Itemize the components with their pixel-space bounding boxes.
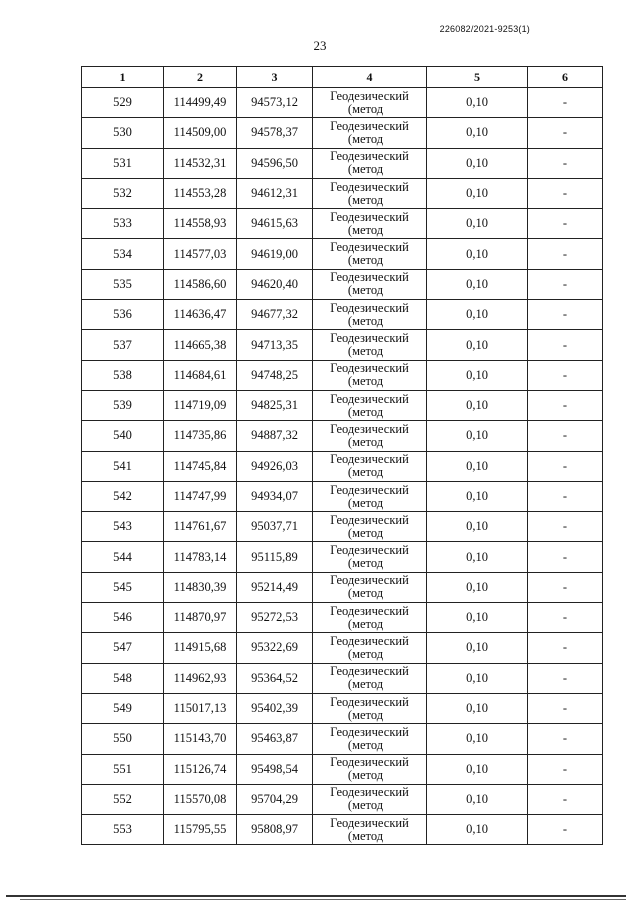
note-cell: - (528, 815, 603, 845)
point-number-cell: 540 (82, 421, 164, 451)
table-row (82, 663, 603, 693)
method-cell (313, 451, 427, 481)
method-cell (313, 633, 427, 663)
y-coordinate-cell: 95808,97 (237, 815, 313, 845)
method-line-2: (метод (347, 404, 384, 419)
y-coordinate-cell: 94619,00 (237, 239, 313, 269)
method-line-2: (метод (347, 101, 384, 116)
method-line-2: (метод (347, 253, 384, 268)
method-line-2: (метод (347, 344, 384, 359)
method-line-1: Геодезический (330, 300, 409, 315)
note-cell: - (528, 603, 603, 633)
point-number-cell: 532 (82, 178, 164, 208)
accuracy-cell: 0,10 (427, 784, 528, 814)
table-row (82, 330, 603, 360)
coordinates-table (81, 66, 603, 845)
table-row (82, 421, 603, 451)
method-line-2: (метод (347, 768, 384, 783)
point-number-cell: 550 (82, 724, 164, 754)
accuracy-cell: 0,10 (427, 481, 528, 511)
note-cell: - (528, 330, 603, 360)
table-row (82, 512, 603, 542)
y-coordinate-cell: 94615,63 (237, 209, 313, 239)
table-row (82, 815, 603, 845)
point-number-cell: 537 (82, 330, 164, 360)
x-coordinate-cell: 114553,28 (164, 178, 237, 208)
accuracy-cell: 0,10 (427, 209, 528, 239)
point-number-cell: 536 (82, 300, 164, 330)
y-coordinate-cell: 95498,54 (237, 754, 313, 784)
accuracy-cell: 0,10 (427, 754, 528, 784)
x-coordinate-cell: 115017,13 (164, 693, 237, 723)
method-cell (313, 784, 427, 814)
note-cell: - (528, 784, 603, 814)
note-cell: - (528, 148, 603, 178)
table-row (82, 754, 603, 784)
method-line-2: (метод (347, 828, 384, 843)
table-row (82, 603, 603, 633)
note-cell: - (528, 269, 603, 299)
method-line-2: (метод (347, 525, 384, 540)
method-line-2: (метод (347, 162, 384, 177)
accuracy-cell: 0,10 (427, 88, 528, 118)
method-cell (313, 178, 427, 208)
y-coordinate-cell: 94887,32 (237, 421, 313, 451)
accuracy-cell: 0,10 (427, 572, 528, 602)
method-cell (313, 724, 427, 754)
accuracy-cell: 0,10 (427, 512, 528, 542)
note-cell: - (528, 300, 603, 330)
method-line-2: (метод (347, 737, 384, 752)
method-line-1: Геодезический (330, 815, 409, 830)
method-cell (313, 300, 427, 330)
method-cell (313, 572, 427, 602)
accuracy-cell: 0,10 (427, 269, 528, 299)
x-coordinate-cell: 114747,99 (164, 481, 237, 511)
x-coordinate-cell: 114684,61 (164, 360, 237, 390)
method-line-1: Геодезический (330, 149, 409, 164)
note-cell: - (528, 572, 603, 602)
point-number-cell: 539 (82, 390, 164, 420)
column-header: 2 (164, 67, 237, 88)
method-line-2: (метод (347, 586, 384, 601)
method-line-1: Геодезический (330, 482, 409, 497)
method-line-2: (метод (347, 313, 384, 328)
point-number-cell: 545 (82, 572, 164, 602)
method-line-1: Геодезический (330, 209, 409, 224)
x-coordinate-cell: 114558,93 (164, 209, 237, 239)
y-coordinate-cell: 95364,52 (237, 663, 313, 693)
method-cell (313, 88, 427, 118)
point-number-cell: 548 (82, 663, 164, 693)
method-line-1: Геодезический (330, 724, 409, 739)
accuracy-cell: 0,10 (427, 724, 528, 754)
table-row (82, 88, 603, 118)
method-line-1: Геодезический (330, 179, 409, 194)
accuracy-cell: 0,10 (427, 603, 528, 633)
method-line-2: (метод (347, 374, 384, 389)
method-cell (313, 754, 427, 784)
method-line-1: Геодезический (330, 270, 409, 285)
y-coordinate-cell: 94926,03 (237, 451, 313, 481)
table-row (82, 633, 603, 663)
method-line-1: Геодезический (330, 240, 409, 255)
y-coordinate-cell: 94578,37 (237, 118, 313, 148)
table-row (82, 390, 603, 420)
note-cell: - (528, 512, 603, 542)
y-coordinate-cell: 95322,69 (237, 633, 313, 663)
point-number-cell: 544 (82, 542, 164, 572)
y-coordinate-cell: 94612,31 (237, 178, 313, 208)
method-line-2: (метод (347, 707, 384, 722)
x-coordinate-cell: 115570,08 (164, 784, 237, 814)
accuracy-cell: 0,10 (427, 300, 528, 330)
column-header: 5 (427, 67, 528, 88)
point-number-cell: 551 (82, 754, 164, 784)
accuracy-cell: 0,10 (427, 421, 528, 451)
table-row (82, 481, 603, 511)
x-coordinate-cell: 115143,70 (164, 724, 237, 754)
y-coordinate-cell: 94825,31 (237, 390, 313, 420)
accuracy-cell: 0,10 (427, 118, 528, 148)
note-cell: - (528, 481, 603, 511)
method-line-1: Геодезический (330, 512, 409, 527)
note-cell: - (528, 88, 603, 118)
x-coordinate-cell: 115795,55 (164, 815, 237, 845)
accuracy-cell: 0,10 (427, 663, 528, 693)
accuracy-cell: 0,10 (427, 390, 528, 420)
column-header: 3 (237, 67, 313, 88)
method-line-2: (метод (347, 646, 384, 661)
method-line-2: (метод (347, 192, 384, 207)
table-row (82, 784, 603, 814)
method-cell (313, 542, 427, 572)
note-cell: - (528, 209, 603, 239)
note-cell: - (528, 239, 603, 269)
table-row (82, 178, 603, 208)
method-line-1: Геодезический (330, 573, 409, 588)
header-row (82, 67, 603, 88)
note-cell: - (528, 390, 603, 420)
table-body (82, 88, 603, 845)
footer-divider (20, 899, 626, 900)
x-coordinate-cell: 114830,39 (164, 572, 237, 602)
accuracy-cell: 0,10 (427, 451, 528, 481)
y-coordinate-cell: 95037,71 (237, 512, 313, 542)
x-coordinate-cell: 114870,97 (164, 603, 237, 633)
x-coordinate-cell: 114735,86 (164, 421, 237, 451)
accuracy-cell: 0,10 (427, 693, 528, 723)
method-line-1: Геодезический (330, 361, 409, 376)
method-cell (313, 148, 427, 178)
y-coordinate-cell: 94677,32 (237, 300, 313, 330)
x-coordinate-cell: 114636,47 (164, 300, 237, 330)
method-line-2: (метод (347, 131, 384, 146)
y-coordinate-cell: 95272,53 (237, 603, 313, 633)
x-coordinate-cell: 114719,09 (164, 390, 237, 420)
y-coordinate-cell: 95115,89 (237, 542, 313, 572)
method-line-2: (метод (347, 434, 384, 449)
method-line-1: Геодезический (330, 391, 409, 406)
accuracy-cell: 0,10 (427, 178, 528, 208)
x-coordinate-cell: 114915,68 (164, 633, 237, 663)
method-cell (313, 421, 427, 451)
note-cell: - (528, 360, 603, 390)
method-line-2: (метод (347, 677, 384, 692)
accuracy-cell: 0,10 (427, 633, 528, 663)
table-row (82, 542, 603, 572)
method-line-2: (метод (347, 465, 384, 480)
x-coordinate-cell: 114586,60 (164, 269, 237, 299)
method-line-1: Геодезический (330, 331, 409, 346)
method-line-1: Геодезический (330, 603, 409, 618)
x-coordinate-cell: 114783,14 (164, 542, 237, 572)
method-cell (313, 815, 427, 845)
y-coordinate-cell: 94748,25 (237, 360, 313, 390)
point-number-cell: 543 (82, 512, 164, 542)
note-cell: - (528, 421, 603, 451)
accuracy-cell: 0,10 (427, 148, 528, 178)
method-cell (313, 512, 427, 542)
method-line-1: Геодезический (330, 543, 409, 558)
method-line-2: (метод (347, 616, 384, 631)
note-cell: - (528, 542, 603, 572)
note-cell: - (528, 663, 603, 693)
method-cell (313, 693, 427, 723)
method-line-1: Геодезический (330, 633, 409, 648)
point-number-cell: 534 (82, 239, 164, 269)
method-cell (313, 360, 427, 390)
x-coordinate-cell: 115126,74 (164, 754, 237, 784)
method-line-2: (метод (347, 798, 384, 813)
y-coordinate-cell: 95214,49 (237, 572, 313, 602)
note-cell: - (528, 693, 603, 723)
x-coordinate-cell: 114499,49 (164, 88, 237, 118)
x-coordinate-cell: 114577,03 (164, 239, 237, 269)
column-header: 4 (313, 67, 427, 88)
method-line-2: (метод (347, 495, 384, 510)
y-coordinate-cell: 95402,39 (237, 693, 313, 723)
method-cell (313, 330, 427, 360)
point-number-cell: 553 (82, 815, 164, 845)
method-line-1: Геодезический (330, 755, 409, 770)
note-cell: - (528, 178, 603, 208)
method-cell (313, 481, 427, 511)
method-line-1: Геодезический (330, 452, 409, 467)
table-row (82, 118, 603, 148)
method-line-2: (метод (347, 556, 384, 571)
accuracy-cell: 0,10 (427, 542, 528, 572)
document-id: 226082/2021-9253(1) (439, 24, 530, 34)
x-coordinate-cell: 114509,00 (164, 118, 237, 148)
accuracy-cell: 0,10 (427, 330, 528, 360)
point-number-cell: 535 (82, 269, 164, 299)
point-number-cell: 531 (82, 148, 164, 178)
method-cell (313, 209, 427, 239)
x-coordinate-cell: 114962,93 (164, 663, 237, 693)
note-cell: - (528, 633, 603, 663)
method-line-1: Геодезический (330, 694, 409, 709)
method-cell (313, 239, 427, 269)
note-cell: - (528, 754, 603, 784)
y-coordinate-cell: 95704,29 (237, 784, 313, 814)
column-header: 1 (82, 67, 164, 88)
point-number-cell: 529 (82, 88, 164, 118)
column-header: 6 (528, 67, 603, 88)
note-cell: - (528, 724, 603, 754)
table-row (82, 451, 603, 481)
y-coordinate-cell: 94934,07 (237, 481, 313, 511)
x-coordinate-cell: 114665,38 (164, 330, 237, 360)
y-coordinate-cell: 94620,40 (237, 269, 313, 299)
accuracy-cell: 0,10 (427, 239, 528, 269)
table-row (82, 239, 603, 269)
accuracy-cell: 0,10 (427, 815, 528, 845)
method-line-1: Геодезический (330, 88, 409, 103)
x-coordinate-cell: 114532,31 (164, 148, 237, 178)
y-coordinate-cell: 94573,12 (237, 88, 313, 118)
method-line-1: Геодезический (330, 664, 409, 679)
table-row (82, 724, 603, 754)
method-cell (313, 603, 427, 633)
page-number: 23 (313, 38, 327, 53)
footer-divider (6, 895, 626, 897)
method-cell (313, 390, 427, 420)
point-number-cell: 552 (82, 784, 164, 814)
table-row (82, 572, 603, 602)
note-cell: - (528, 118, 603, 148)
table-header (82, 67, 603, 88)
point-number-cell: 533 (82, 209, 164, 239)
table-row (82, 300, 603, 330)
point-number-cell: 542 (82, 481, 164, 511)
point-number-cell: 547 (82, 633, 164, 663)
point-number-cell: 546 (82, 603, 164, 633)
accuracy-cell: 0,10 (427, 360, 528, 390)
point-number-cell: 541 (82, 451, 164, 481)
table-row (82, 693, 603, 723)
y-coordinate-cell: 95463,87 (237, 724, 313, 754)
table-row (82, 148, 603, 178)
table-row (82, 360, 603, 390)
y-coordinate-cell: 94596,50 (237, 148, 313, 178)
x-coordinate-cell: 114745,84 (164, 451, 237, 481)
point-number-cell: 530 (82, 118, 164, 148)
method-cell (313, 118, 427, 148)
method-line-1: Геодезический (330, 785, 409, 800)
method-line-2: (метод (347, 222, 384, 237)
point-number-cell: 538 (82, 360, 164, 390)
table-row (82, 209, 603, 239)
note-cell: - (528, 451, 603, 481)
point-number-cell: 549 (82, 693, 164, 723)
method-cell (313, 269, 427, 299)
table-row (82, 269, 603, 299)
method-line-1: Геодезический (330, 421, 409, 436)
method-line-2: (метод (347, 283, 384, 298)
method-line-1: Геодезический (330, 118, 409, 133)
y-coordinate-cell: 94713,35 (237, 330, 313, 360)
method-cell (313, 663, 427, 693)
x-coordinate-cell: 114761,67 (164, 512, 237, 542)
